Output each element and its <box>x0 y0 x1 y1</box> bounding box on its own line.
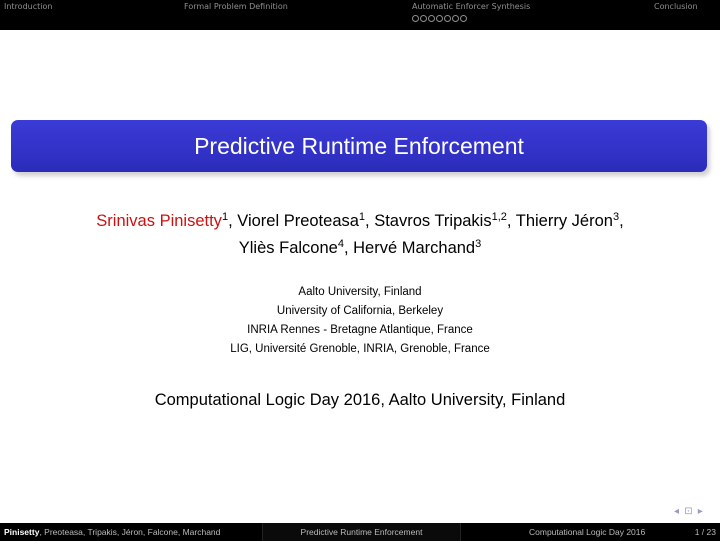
footer-bar <box>0 523 720 541</box>
author-affiliation-mark: 1 <box>221 211 229 223</box>
footer-coauthors: , Preoteasa, Tripakis, Jéron, Falcone, Marchand <box>39 527 221 537</box>
author-affiliation-mark: 3 <box>475 238 482 250</box>
author-affiliation-mark: 1 <box>358 211 366 223</box>
progress-dot[interactable] <box>452 15 459 22</box>
progress-dot[interactable] <box>436 15 443 22</box>
author: Stavros Tripakis <box>374 212 492 230</box>
author-list <box>20 208 700 262</box>
nav-section-formal-problem[interactable]: Formal Problem Definition <box>184 2 288 11</box>
progress-dot[interactable] <box>420 15 427 22</box>
section-progress-dots <box>412 15 467 23</box>
progress-dot[interactable] <box>412 15 419 22</box>
author: Thierry Jéron <box>515 212 613 230</box>
author-separator: , <box>228 212 238 230</box>
author-affiliation-mark: 4 <box>337 238 344 250</box>
author-separator: , <box>506 212 516 230</box>
author-affiliation-mark: 3 <box>612 211 620 223</box>
event-name: Computational Logic Day 2016, Aalto University, Finland <box>154 391 566 409</box>
slide-title: Predictive Runtime Enforcement <box>194 133 524 159</box>
affiliation: INRIA Rennes - Bretagne Atlantique, France <box>247 324 473 336</box>
footer-authors <box>0 523 262 541</box>
author: Yliès Falcone <box>238 239 338 257</box>
nav-section-conclusion[interactable]: Conclusion <box>654 2 698 11</box>
affiliation: Aalto University, Finland <box>298 286 422 298</box>
footer-right <box>460 523 720 541</box>
progress-dot[interactable] <box>428 15 435 22</box>
footer-title: Predictive Runtime Enforcement <box>262 523 460 541</box>
footer-event: Computational Logic Day 2016 <box>529 527 646 537</box>
beamer-navigation-icons[interactable]: ◂ ⊡ ▸ <box>674 506 704 517</box>
footer-presenter: Pinisetty <box>4 527 40 537</box>
affiliation: University of California, Berkeley <box>276 305 444 317</box>
nav-section-introduction[interactable]: Introduction <box>4 2 53 11</box>
nav-section-enforcer-synthesis[interactable]: Automatic Enforcer Synthesis <box>412 2 531 11</box>
page-number: 1 / 23 <box>694 527 716 537</box>
author-presenter: Srinivas Pinisetty <box>96 212 222 230</box>
progress-dot[interactable] <box>460 15 467 22</box>
author-affiliation-mark: 1,2 <box>491 211 507 223</box>
author-separator: , <box>365 212 375 230</box>
author-separator: , <box>619 212 624 230</box>
progress-dot[interactable] <box>444 15 451 22</box>
title-block <box>11 120 707 172</box>
affiliation: LIG, Université Grenoble, INRIA, Grenoble, France <box>230 343 490 355</box>
top-navigation-bar <box>0 0 720 30</box>
author: Hervé Marchand <box>353 239 476 257</box>
author-separator: , <box>343 239 354 257</box>
author: Viorel Preoteasa <box>237 212 359 230</box>
